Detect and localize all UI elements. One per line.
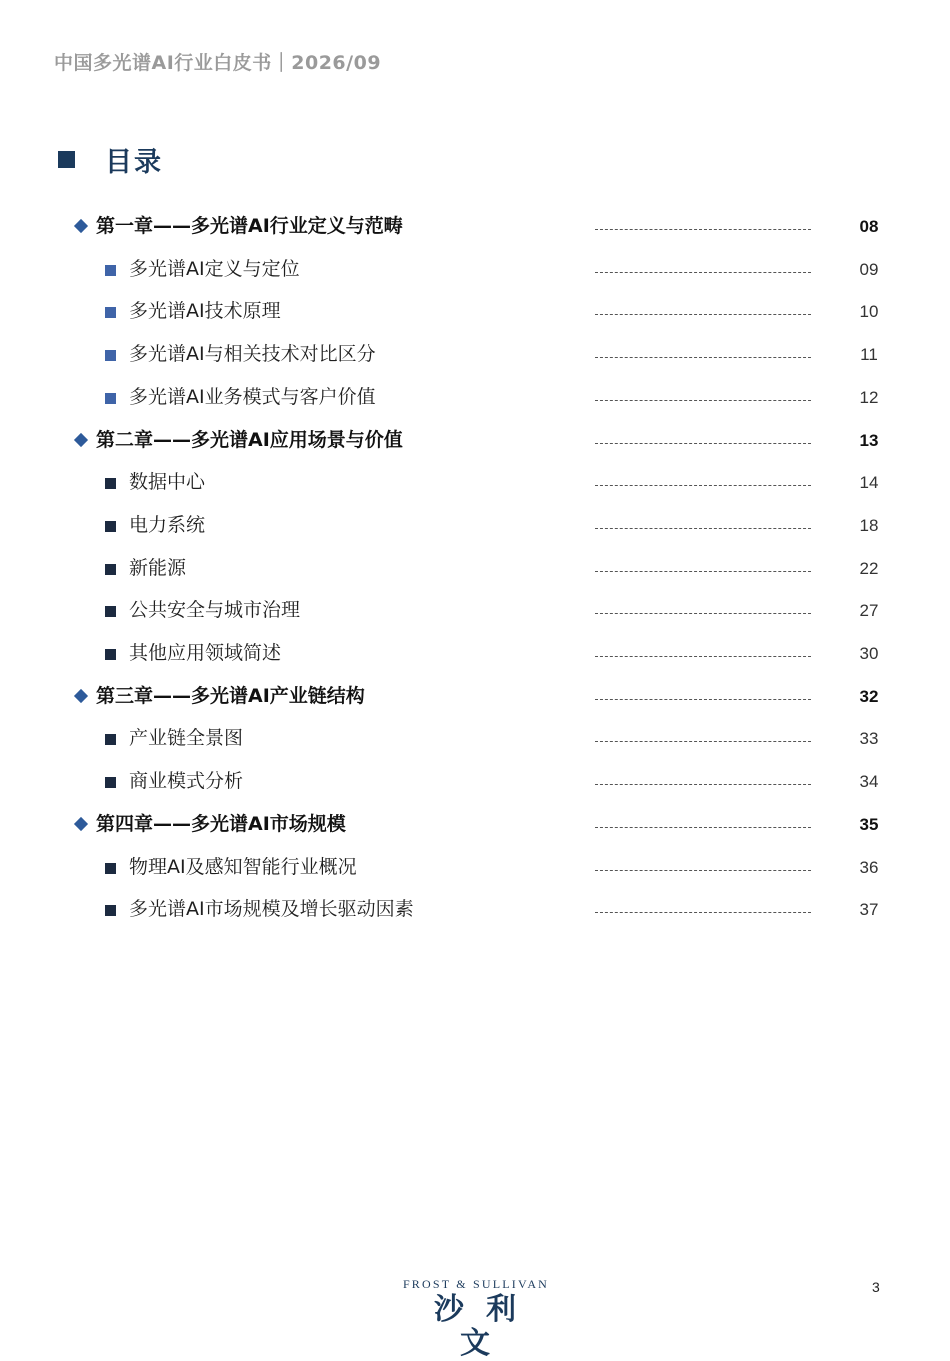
toc-entry-label: 多光谱AI技术原理 (129, 300, 281, 323)
toc-entry-page: 08 (859, 217, 879, 236)
toc-chapter-entry[interactable] (0, 427, 950, 457)
toc-entry-page: 34 (859, 772, 879, 792)
square-bullet-icon (105, 905, 116, 916)
toc-entry-label: 其他应用领域简述 (129, 642, 282, 664)
toc-entry-page: 37 (859, 900, 879, 920)
square-bullet-icon (105, 393, 116, 404)
toc-section-entry[interactable] (0, 298, 950, 328)
dotted-leader (595, 613, 811, 614)
toc-entry-label: 第三章——多光谱AI产业链结构 (96, 684, 365, 707)
frost-sullivan-logo (398, 1277, 554, 1361)
toc-title: 目录 (105, 147, 163, 178)
toc-entry-label: 多光谱AI与相关技术对比区分 (129, 343, 376, 366)
toc-entry-label: 多光谱AI市场规模及增长驱动因素 (129, 898, 414, 921)
toc-entry-label: 第四章——多光谱AI市场规模 (96, 812, 346, 835)
square-bullet-icon (105, 478, 116, 489)
logo-chinese-text: 沙利文 (434, 1292, 538, 1361)
toc-section-entry[interactable] (0, 256, 950, 286)
square-bullet-icon (58, 151, 75, 168)
toc-entry-label: 公共安全与城市治理 (129, 599, 301, 622)
toc-entry-label: 电力系统 (129, 513, 206, 536)
toc-section-entry[interactable] (0, 512, 950, 542)
toc-section-entry[interactable] (0, 341, 950, 371)
square-bullet-icon (105, 265, 116, 276)
toc-entry-page: 30 (859, 644, 879, 663)
toc-entry-page: 36 (859, 857, 879, 877)
toc-entry-label: 多光谱AI业务模式与客户价值 (129, 385, 376, 408)
dotted-leader (595, 528, 811, 529)
dotted-leader (595, 741, 811, 742)
toc-section-entry[interactable] (0, 555, 950, 585)
dotted-leader (595, 314, 811, 315)
toc-section-entry[interactable] (0, 597, 950, 627)
toc-entry-page: 32 (859, 686, 879, 706)
toc-section-entry[interactable] (0, 896, 950, 926)
toc-chapter-entry[interactable] (0, 811, 950, 841)
dotted-leader (595, 272, 811, 273)
toc-entry-page: 11 (860, 345, 878, 365)
toc-entry-page: 10 (859, 302, 879, 322)
dotted-leader (595, 784, 811, 785)
toc-entry-label: 物理AI及感知智能行业概况 (129, 855, 357, 878)
diamond-bullet-icon (74, 689, 88, 703)
toc-section-entry[interactable] (0, 384, 950, 414)
dotted-leader (595, 912, 811, 913)
toc-section-entry[interactable] (0, 725, 950, 755)
toc-entry-page: 35 (859, 814, 879, 834)
dotted-leader (595, 229, 811, 230)
toc-heading (58, 140, 163, 179)
logo-english-text: FROST & SULLIVAN (402, 1277, 550, 1291)
square-bullet-icon (105, 350, 116, 361)
square-bullet-icon (105, 777, 116, 788)
toc-section-entry[interactable] (0, 768, 950, 798)
report-header: 中国多光谱AI行业白皮书｜2026/09 (54, 52, 382, 74)
square-bullet-icon (105, 521, 116, 532)
dotted-leader (595, 400, 811, 401)
toc-entry-label: 产业链全景图 (129, 727, 244, 750)
square-bullet-icon (105, 564, 116, 575)
toc-entry-page: 27 (859, 601, 879, 621)
toc-section-entry[interactable] (0, 469, 950, 499)
toc-section-entry[interactable] (0, 854, 950, 884)
dotted-leader (595, 827, 811, 828)
toc-entry-page: 12 (859, 387, 879, 407)
square-bullet-icon (105, 863, 116, 874)
toc-entry-page: 13 (859, 430, 879, 450)
toc-entry-label: 数据中心 (129, 471, 206, 494)
dotted-leader (595, 699, 811, 700)
diamond-bullet-icon (74, 219, 88, 233)
toc-entry-label: 商业模式分析 (129, 770, 244, 793)
square-bullet-icon (105, 734, 116, 745)
toc-entry-label: 第二章——多光谱AI应用场景与价值 (96, 428, 403, 451)
dotted-leader (595, 571, 811, 572)
toc-entry-label: 多光谱AI定义与定位 (129, 257, 300, 280)
toc-entry-page: 33 (859, 729, 879, 749)
diamond-bullet-icon (74, 432, 88, 446)
square-bullet-icon (105, 649, 116, 660)
dotted-leader (595, 656, 811, 657)
toc-entry-label: 新能源 (129, 556, 187, 579)
toc-chapter-entry[interactable] (0, 213, 950, 243)
dotted-leader (595, 870, 811, 871)
toc-chapter-entry[interactable] (0, 683, 950, 713)
diamond-bullet-icon (74, 817, 88, 831)
square-bullet-icon (105, 606, 116, 617)
square-bullet-icon (105, 307, 116, 318)
toc-entry-page: 14 (859, 473, 879, 493)
toc-entry-page: 22 (859, 558, 879, 578)
toc-entry-label: 第一章——多光谱AI行业定义与范畴 (96, 215, 403, 237)
toc-section-entry[interactable] (0, 640, 950, 670)
dotted-leader (595, 357, 811, 358)
page-number: 3 (872, 1279, 880, 1295)
toc-entry-page: 18 (859, 515, 879, 535)
dotted-leader (595, 485, 811, 486)
toc-entry-page: 09 (859, 259, 879, 279)
dotted-leader (595, 443, 811, 444)
